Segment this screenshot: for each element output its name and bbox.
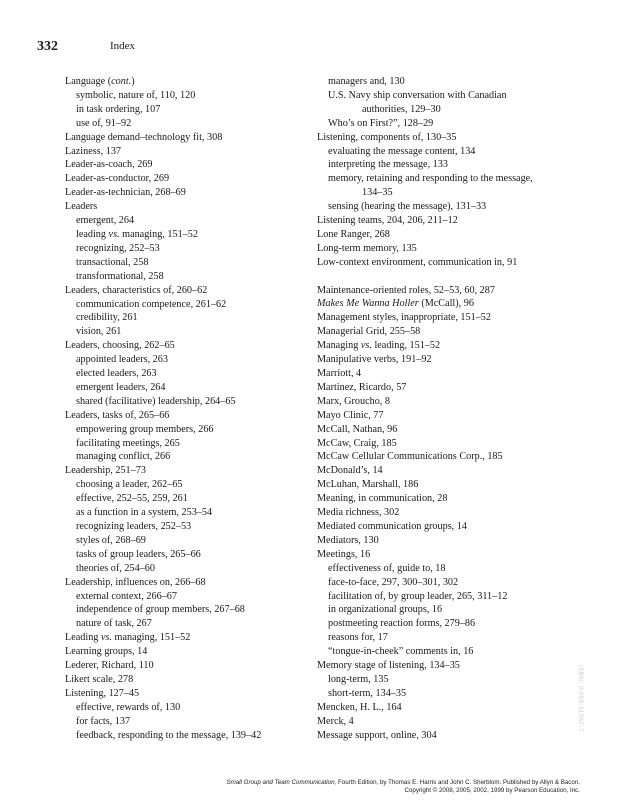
index-entry: Manipulative verbs, 191–92 bbox=[317, 354, 432, 366]
index-subentry: emergent leaders, 264 bbox=[76, 381, 166, 393]
index-entry: Marriott, 4 bbox=[317, 368, 362, 380]
index-entry: Language demand–technology fit, 308 bbox=[65, 131, 223, 143]
index-subentry: memory, retaining and responding to the message, bbox=[328, 173, 533, 185]
index-column-right bbox=[317, 75, 579, 742]
index-entry: Listening, components of, 130–35 bbox=[317, 131, 457, 143]
index-subentry: vision, 261 bbox=[76, 326, 122, 338]
footer-line-1 bbox=[90, 779, 580, 787]
index-entry: McDonald’s, 14 bbox=[317, 465, 383, 477]
running-title: Index bbox=[110, 40, 136, 52]
index-subentry: use of, 91–92 bbox=[76, 117, 132, 129]
index-subentry: appointed leaders, 263 bbox=[76, 354, 168, 366]
page-header bbox=[37, 37, 136, 55]
index-entry: Maintenance-oriented roles, 52–53, 60, 287 bbox=[317, 284, 495, 296]
index-subentry: effective, 252–55, 259, 261 bbox=[76, 493, 188, 505]
index-entry: Mediators, 130 bbox=[317, 534, 379, 546]
index-entry: Managerial Grid, 255–58 bbox=[317, 326, 421, 338]
index-entry: Mediated communication groups, 14 bbox=[317, 520, 467, 532]
index-entry: Meetings, 16 bbox=[317, 548, 371, 560]
index-subentry: choosing a leader, 262–65 bbox=[76, 479, 183, 491]
index-subentry: shared (facilitative) leadership, 264–65 bbox=[76, 395, 236, 407]
index-subentry: elected leaders, 263 bbox=[76, 368, 157, 380]
index-subentry: theories of, 254–60 bbox=[76, 562, 155, 574]
index-entry: Leaders, tasks of, 265–66 bbox=[65, 409, 170, 421]
index-entry: Lederer, Richard, 110 bbox=[65, 660, 154, 672]
index-subentry: communication competence, 261–62 bbox=[76, 298, 227, 310]
index-subentry: in organizational groups, 16 bbox=[328, 604, 443, 616]
index-subentry: face-to-face, 297, 300–301, 302 bbox=[328, 576, 459, 588]
index-subentry: authorities, 129–30 bbox=[362, 103, 441, 115]
index-entry: Mayo Clinic, 77 bbox=[317, 409, 384, 421]
index-subentry: U.S. Navy ship conversation with Canadian bbox=[328, 89, 507, 101]
index-entry: Management styles, inappropriate, 151–52 bbox=[317, 312, 491, 324]
index-entry: Leader-as-coach, 269 bbox=[65, 159, 153, 171]
index-entry: Media richness, 302 bbox=[317, 507, 400, 519]
index-subentry: “tongue-in-cheek” comments in, 16 bbox=[328, 646, 474, 658]
index-subentry: independence of group members, 267–68 bbox=[76, 604, 245, 616]
index-entry: McCaw Cellular Communications Corp., 185 bbox=[317, 451, 503, 463]
footer-line-1-rest: , Fourth Edition, by Thomas E. Harris and John C. Sherblom. Published by Allyn & Bacon. bbox=[334, 779, 580, 786]
index-subentry: transactional, 258 bbox=[76, 256, 149, 268]
index-subentry: credibility, 261 bbox=[76, 312, 138, 324]
index-subentry: leading vs. managing, 151–52 bbox=[76, 228, 198, 240]
index-subentry: for facts, 137 bbox=[76, 715, 131, 727]
index-entry: Learning groups, 14 bbox=[65, 646, 148, 658]
page-number: 332 bbox=[37, 39, 58, 54]
index-entry: Meaning, in communication, 28 bbox=[317, 493, 448, 505]
index-subentry: sensing (hearing the message), 131–33 bbox=[328, 201, 487, 213]
index-entry: Language (cont.) bbox=[65, 76, 135, 87]
index-entry: Leaders, characteristics of, 260–62 bbox=[65, 284, 208, 296]
index-subentry: short-term, 134–35 bbox=[328, 687, 407, 699]
index-entry: Leadership, 251–73 bbox=[65, 465, 146, 477]
index-subentry: as a function in a system, 253–54 bbox=[76, 507, 213, 519]
index-entry: Likert scale, 278 bbox=[65, 673, 134, 685]
index-subentry: facilitating meetings, 265 bbox=[76, 437, 180, 449]
index-subentry: managers and, 130 bbox=[328, 76, 405, 87]
index-entry: Lone Ranger, 268 bbox=[317, 228, 390, 240]
index-entry: Leader-as-conductor, 269 bbox=[65, 173, 170, 185]
index-entry: McCaw, Craig, 185 bbox=[317, 437, 397, 449]
index-entry: Memory stage of listening, 134–35 bbox=[317, 660, 460, 672]
index-entry: Leading vs. managing, 151–52 bbox=[65, 632, 191, 644]
index-entry: Leaders bbox=[65, 201, 98, 213]
index-subentry: emergent, 264 bbox=[76, 215, 135, 227]
index-subentry: recognizing leaders, 252–53 bbox=[76, 521, 192, 532]
index-entry: McCall, Nathan, 96 bbox=[317, 423, 398, 435]
index-subentry: nature of task, 267 bbox=[76, 618, 152, 630]
index-subentry: styles of, 268–69 bbox=[76, 534, 146, 546]
index-entry: Message support, online, 304 bbox=[317, 729, 437, 741]
index-entry: Low-context environment, communication in, 91 bbox=[317, 256, 518, 268]
index-subentry: recognizing, 252–53 bbox=[76, 242, 160, 254]
index-entry: Marx, Groucho, 8 bbox=[317, 395, 390, 407]
index-subentry: tasks of group leaders, 265–66 bbox=[76, 548, 201, 560]
copyright-footer bbox=[90, 779, 580, 794]
index-subentry: reasons for, 17 bbox=[328, 632, 388, 644]
index-subentry: Who’s on First?”, 128–29 bbox=[328, 117, 434, 129]
index-entry: Leadership, influences on, 266–68 bbox=[65, 576, 206, 588]
index-subentry: interpreting the message, 133 bbox=[328, 159, 448, 171]
index-subentry: effective, rewards of, 130 bbox=[76, 701, 181, 713]
index-subentry: 134–35 bbox=[362, 187, 393, 199]
index-subentry: evaluating the message content, 134 bbox=[328, 145, 476, 157]
index-subentry: long-term, 135 bbox=[328, 673, 389, 685]
index-column-left bbox=[65, 75, 305, 743]
index-subentry: postmeeting reaction forms, 279–86 bbox=[328, 618, 476, 630]
index-entry: Listening teams, 204, 206, 211–12 bbox=[317, 215, 458, 227]
index-entry: Martinez, Ricardo, 57 bbox=[317, 381, 407, 393]
index-entry: Laziness, 137 bbox=[65, 145, 122, 157]
index-entry: Long-term memory, 135 bbox=[317, 242, 417, 254]
index-entry: Listening, 127–45 bbox=[65, 687, 140, 699]
index-entry: Mencken, H. L., 164 bbox=[317, 701, 402, 713]
index-subentry: managing conflict, 266 bbox=[76, 451, 171, 463]
isbn-watermark: ISBN: 0-558-11362-7 bbox=[577, 665, 584, 732]
index-subentry: transformational, 258 bbox=[76, 270, 164, 282]
index-entry: Leaders, choosing, 262–65 bbox=[65, 340, 175, 352]
index-subentry: feedback, responding to the message, 139–42 bbox=[76, 729, 262, 741]
index-entry: Merck, 4 bbox=[317, 715, 354, 727]
footer-line-2: Copyright © 2008, 2005, 2002, 1999 by Pearson Education, Inc. bbox=[404, 786, 580, 794]
index-subentry: empowering group members, 266 bbox=[76, 423, 214, 435]
index-subentry: in task ordering, 107 bbox=[76, 103, 161, 115]
index-entry: Managing vs. leading, 151–52 bbox=[317, 340, 441, 352]
index-entry: McLuhan, Marshall, 186 bbox=[317, 479, 419, 491]
index-letter-gap bbox=[317, 270, 579, 284]
index-subentry: symbolic, nature of, 110, 120 bbox=[76, 89, 196, 101]
index-entry: Leader-as-technician, 268–69 bbox=[65, 187, 186, 199]
index-subentry: effectiveness of, guide to, 18 bbox=[328, 562, 446, 574]
index-subentry: external context, 266–67 bbox=[76, 590, 177, 602]
index-entry: Makes Me Wanna Holler (McCall), 96 bbox=[317, 298, 474, 310]
index-subentry: facilitation of, by group leader, 265, 311–12 bbox=[328, 590, 508, 602]
book-title: Small Group and Team Communication bbox=[226, 779, 335, 786]
